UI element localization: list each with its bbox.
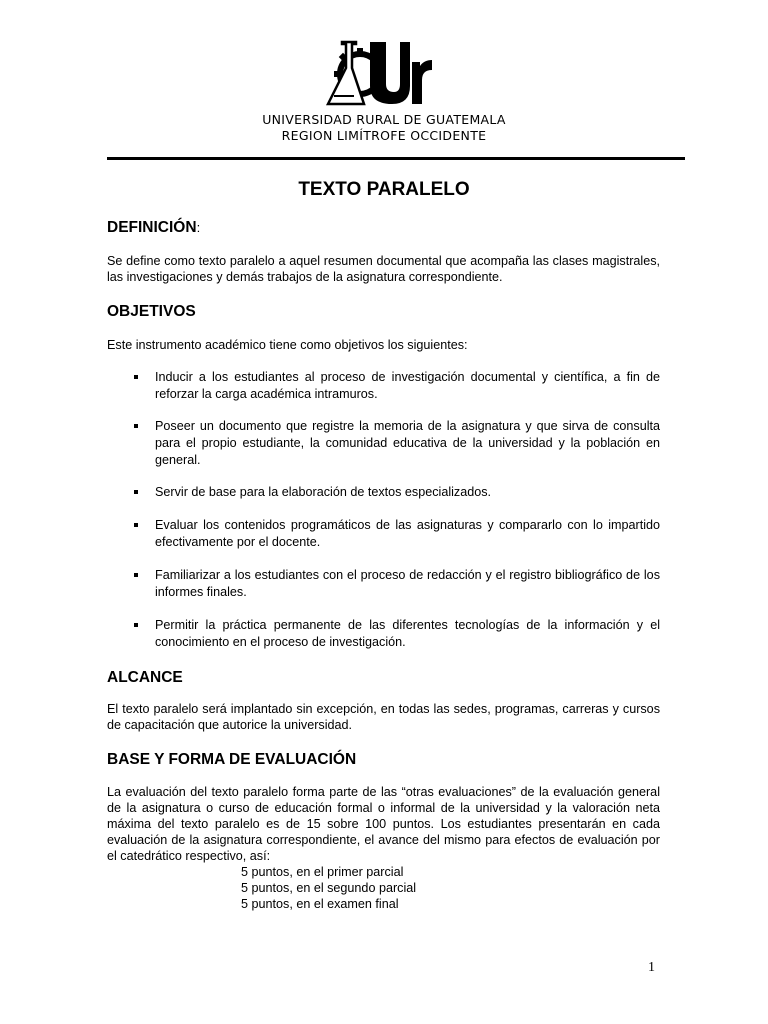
list-item: Poseer un documento que registre la memoria de la asignatura y que sirva de consulta para el propio estudiante, la comunidad educativa de la universidad y la población en general. [107,418,660,469]
section-heading-evaluacion: BASE Y FORMA DE EVALUACIÓN [107,751,357,768]
evaluation-schedule [107,864,660,912]
schedule-item: 5 puntos, en el primer parcial [241,865,404,879]
university-logo-icon [320,38,432,106]
bullet-icon [134,523,138,527]
bullet-icon [134,623,138,627]
list-item: Servir de base para la elaboración de textos especializados. [107,484,660,501]
region-name: REGION LIMÍTROFE OCCIDENTE [281,128,487,143]
document-title: TEXTO PARALELO [298,179,470,200]
list-item: Permitir la práctica permanente de las diferentes tecnologías de la información y el conocimiento en el proceso de investigación. [107,617,660,651]
section-heading-alcance: ALCANCE [107,669,183,686]
list-item: Familiarizar a los estudiantes con el proceso de redacción y el registro bibliográfico de los informes finales. [107,567,660,601]
header-divider [107,157,685,160]
university-name: UNIVERSIDAD RURAL DE GUATEMALA [262,112,506,127]
section-heading-objetivos: OBJETIVOS [107,303,196,320]
page-number: 1 [648,960,655,975]
list-item: Inducir a los estudiantes al proceso de investigación documental y científica, a fin de reforzar la carga académica intramuros. [107,369,660,403]
header [0,112,768,144]
document-body [107,218,660,912]
bullet-icon [134,573,138,577]
list-item: Evaluar los contenidos programáticos de las asignaturas y compararlo con lo impartido efectivamente por el docente. [107,517,660,551]
objetivos-list [107,369,660,651]
bullet-icon [134,375,138,379]
section-heading-definicion: DEFINICIÓN: [107,219,201,236]
objetivos-intro: Este instrumento académico tiene como objetivos los siguientes: [107,338,468,352]
definicion-text: Se define como texto paralelo a aquel resumen documental que acompaña las clases magistrales, las investigaciones y demás trabajos de la asignatura correspondiente. [107,254,660,284]
alcance-text: El texto paralelo será implantado sin excepción, en todas las sedes, programas, carreras y cursos de capacitación que autorice la universidad. [107,702,660,732]
evaluacion-text: La evaluación del texto paralelo forma parte de las “otras evaluaciones” de la evaluación general de la asignatura o curso de educación formal o informal de la universidad y la valoración neta máxima del texto paralelo es de 15 sobre 100 puntos. Los estudiantes presentarán en cada evaluación de la asignatura correspondiente, el avance del mismo para efectos de evaluación por el catedrático respectivo, así: [107,785,660,863]
schedule-item: 5 puntos, en el examen final [241,897,399,911]
bullet-icon [134,490,138,494]
schedule-item: 5 puntos, en el segundo parcial [241,881,417,895]
bullet-icon [134,424,138,428]
